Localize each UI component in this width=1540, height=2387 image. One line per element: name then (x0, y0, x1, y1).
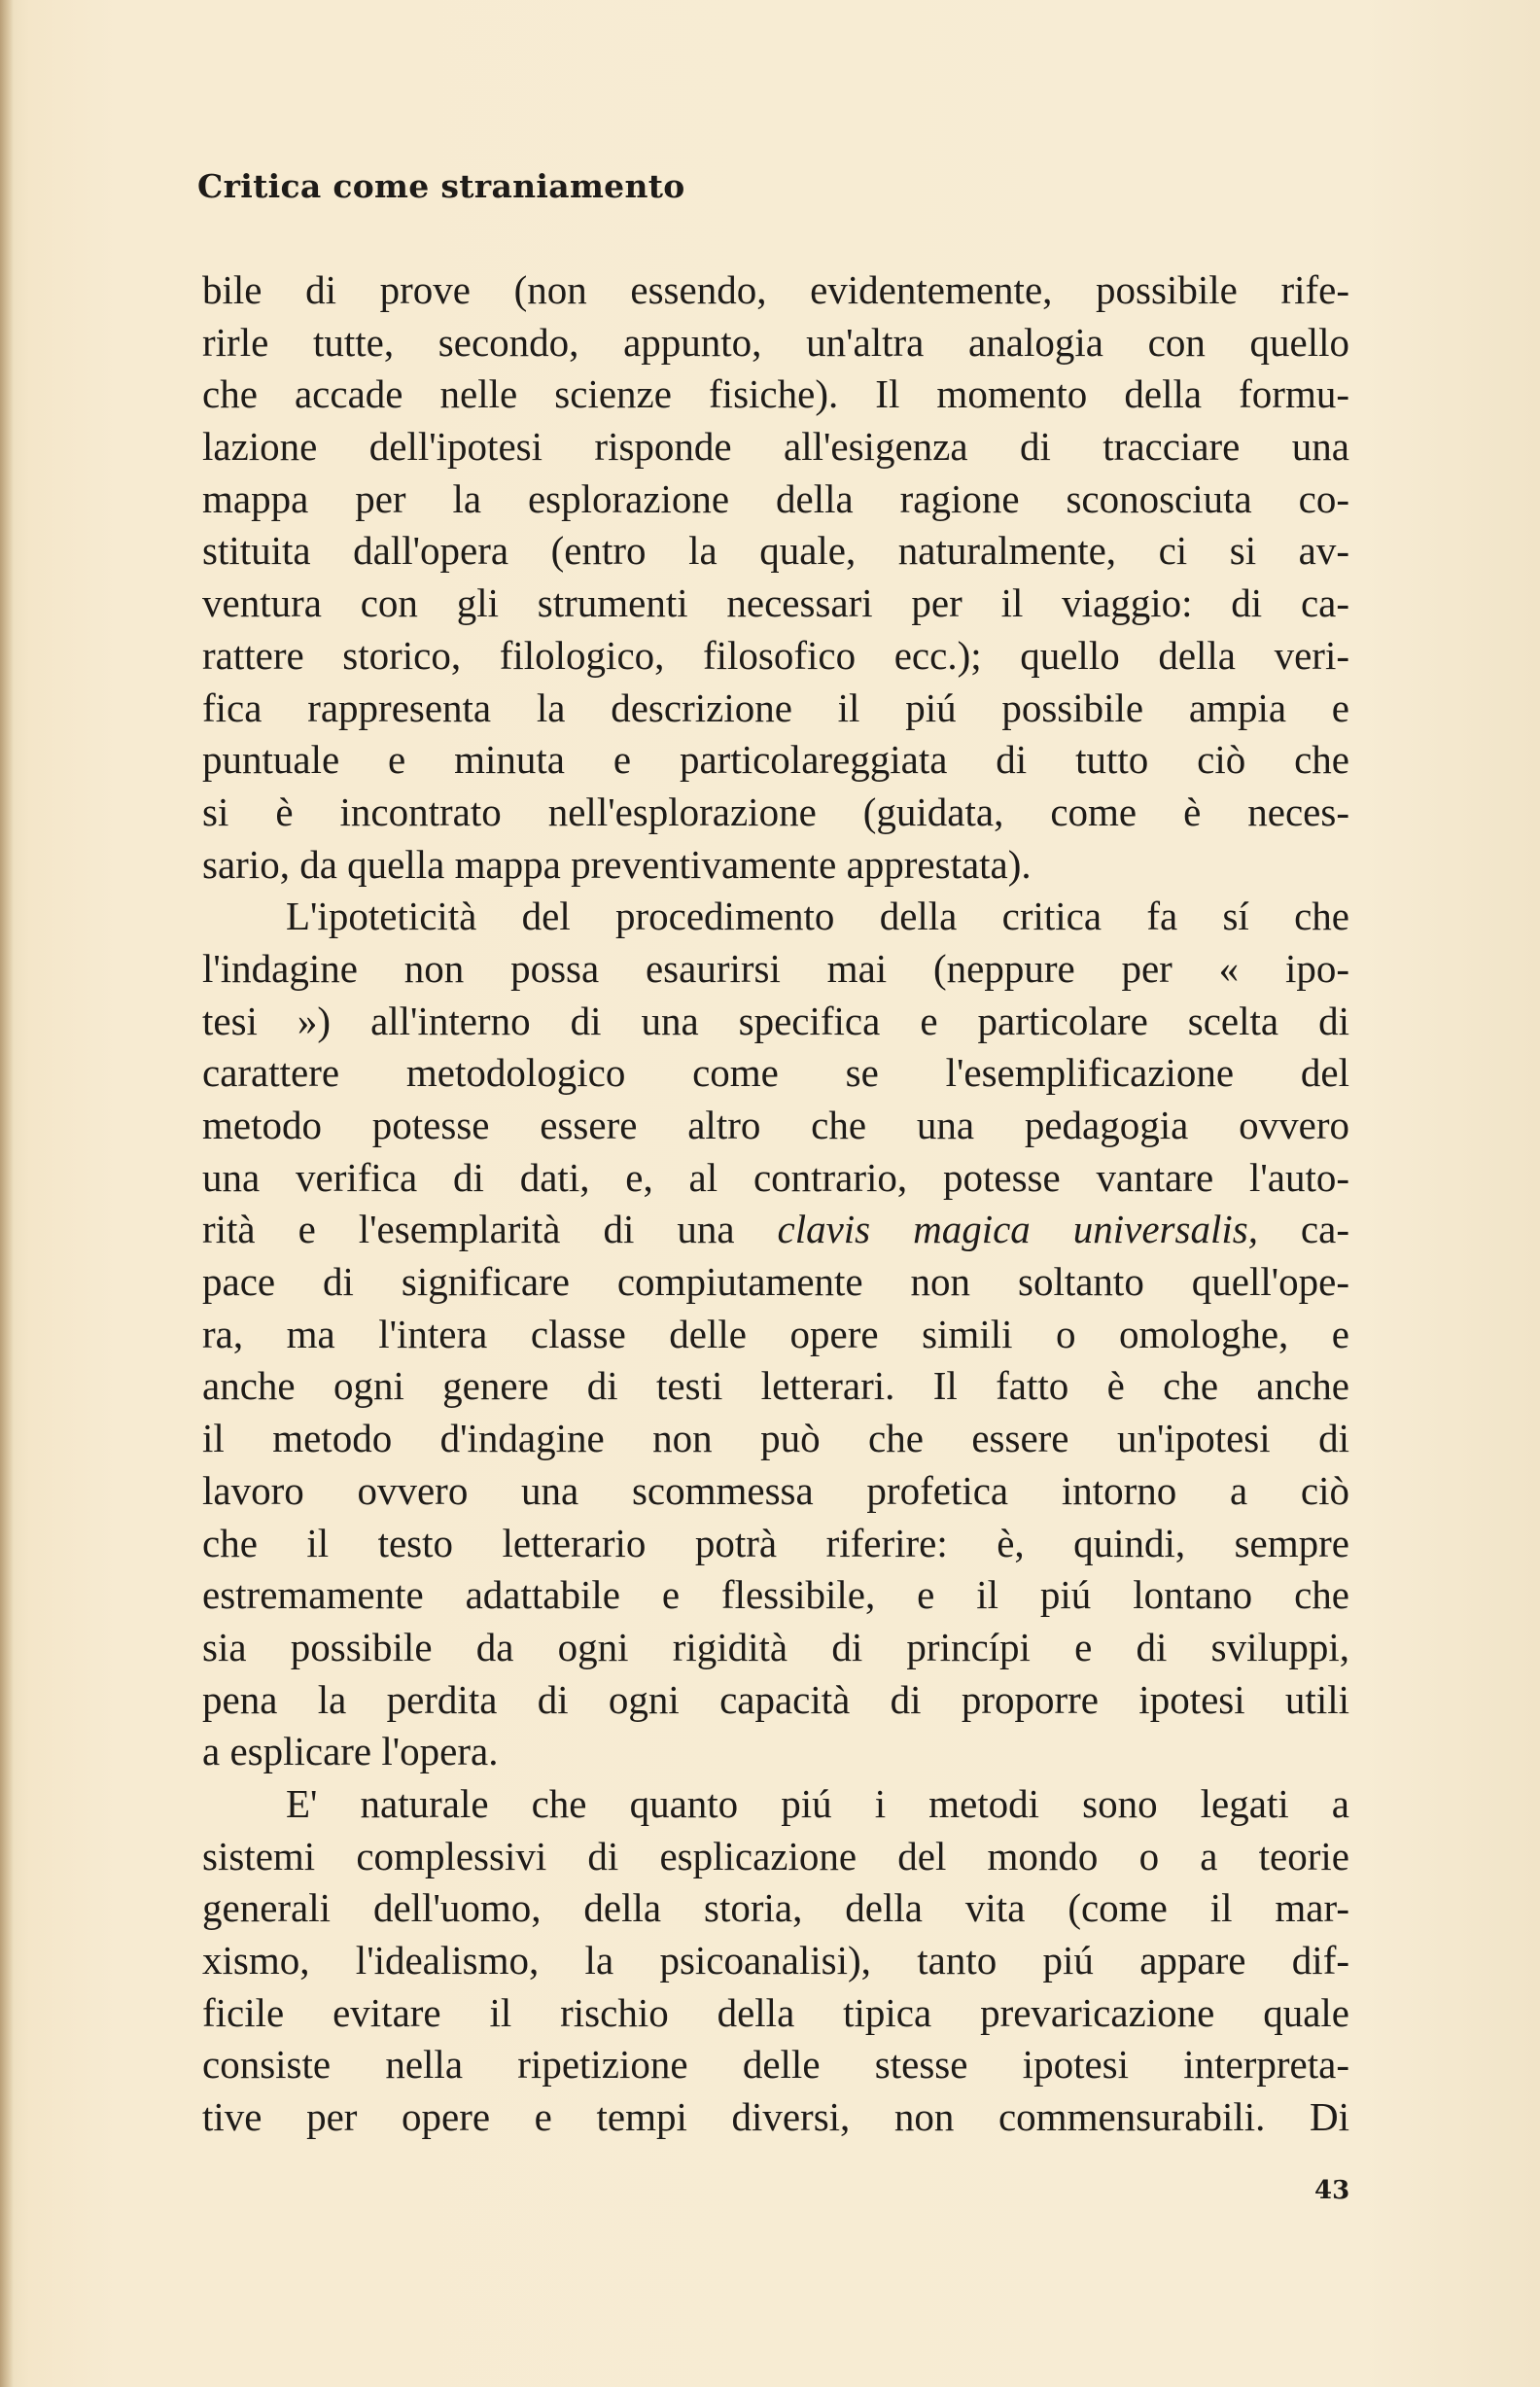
text-line: generali dell'uomo, della storia, della vita (come il mar- (202, 1885, 1349, 1931)
book-spine-shadow (0, 0, 14, 2387)
text-line: che il testo letterario potrà riferire: è, quindi, sempre (202, 1520, 1349, 1565)
text-line: lazione dell'ipotesi risponde all'esigenza di tracciare una (202, 424, 1349, 470)
text-line: ventura con gli strumenti necessari per il viaggio: di ca- (202, 580, 1349, 626)
text-line: il metodo d'indagine non può che essere un'ipotesi di (202, 1416, 1349, 1461)
paragraph-start-line: L'ipoteticità del procedimento della critica fa sí che (286, 894, 1349, 939)
text-line: che accade nelle scienze fisiche). Il momento della formu- (202, 371, 1349, 417)
text-line: l'indagine non possa esaurirsi mai (neppure per « ipo- (202, 945, 1349, 991)
text-line: una verifica di dati, e, al contrario, potesse vantare l'auto- (202, 1154, 1349, 1200)
running-header: Critica come straniamento (197, 167, 685, 205)
paragraph-end-line: sario, da quella mappa preventivamente apprestata). (202, 841, 1032, 887)
text-line: rattere storico, filologico, filosofico ecc.); quello della veri- (202, 632, 1349, 678)
paragraph-start-line: E' naturale che quanto piú i metodi sono legati a (286, 1780, 1349, 1826)
paragraph-end-line: a esplicare l'opera. (202, 1729, 499, 1774)
text-line: ra, ma l'intera classe delle opere simili o omologhe, e (202, 1311, 1349, 1356)
text-line: sia possibile da ogni rigidità di princípi e di sviluppi, (202, 1624, 1349, 1669)
text-line: pace di significare compiutamente non soltanto quell'ope- (202, 1259, 1349, 1305)
text-line: anche ogni genere di testi letterari. Il fatto è che anche (202, 1363, 1349, 1409)
text-line: tive per opere e tempi diversi, non commensurabili. Di (202, 2094, 1349, 2140)
text-line: pena la perdita di ogni capacità di proporre ipotesi utili (202, 1676, 1349, 1722)
text-line: lavoro ovvero una scommessa profetica intorno a ciò (202, 1467, 1349, 1513)
text-line: rirle tutte, secondo, appunto, un'altra analogia con quello (202, 319, 1349, 365)
text-fragment: rità e l'esemplarità di una (202, 1207, 778, 1252)
text-line: sistemi complessivi di esplicazione del mondo o a teorie (202, 1833, 1349, 1878)
text-line: mappa per la esplorazione della ragione sconosciuta co- (202, 475, 1349, 521)
text-line: puntuale e minuta e particolareggiata di tutto ciò che (202, 737, 1349, 783)
text-line: metodo potesse essere altro che una pedagogia ovvero (202, 1103, 1349, 1147)
latin-phrase: clavis magica universalis, (777, 1207, 1258, 1252)
text-line: si è incontrato nell'esplorazione (guidata, come è neces- (202, 789, 1349, 834)
text-line: estremamente adattabile e flessibile, e il piú lontano che (202, 1572, 1349, 1618)
text-line: ficile evitare il rischio della tipica prevaricazione quale (202, 1989, 1349, 2035)
text-line: consiste nella ripetizione delle stesse ipotesi interpreta- (202, 2042, 1349, 2088)
text-line: carattere metodologico come se l'esemplificazione del (202, 1050, 1349, 1096)
text-line-with-italic (202, 1204, 1349, 1256)
text-line: stituita dall'opera (entro la quale, naturalmente, ci si av- (202, 528, 1349, 574)
text-line: fica rappresenta la descrizione il piú possibile ampia e (202, 685, 1349, 730)
text-line: tesi ») all'interno di una specifica e particolare scelta di (202, 998, 1349, 1043)
text-line: bile di prove (non essendo, evidentemente, possibile rife- (202, 267, 1349, 312)
body-text (202, 264, 1349, 2144)
text-fragment: ca- (1257, 1207, 1349, 1252)
page-number: 43 (1314, 2176, 1350, 2205)
text-line: xismo, l'idealismo, la psicoanalisi), tanto piú appare dif- (202, 1938, 1349, 1983)
